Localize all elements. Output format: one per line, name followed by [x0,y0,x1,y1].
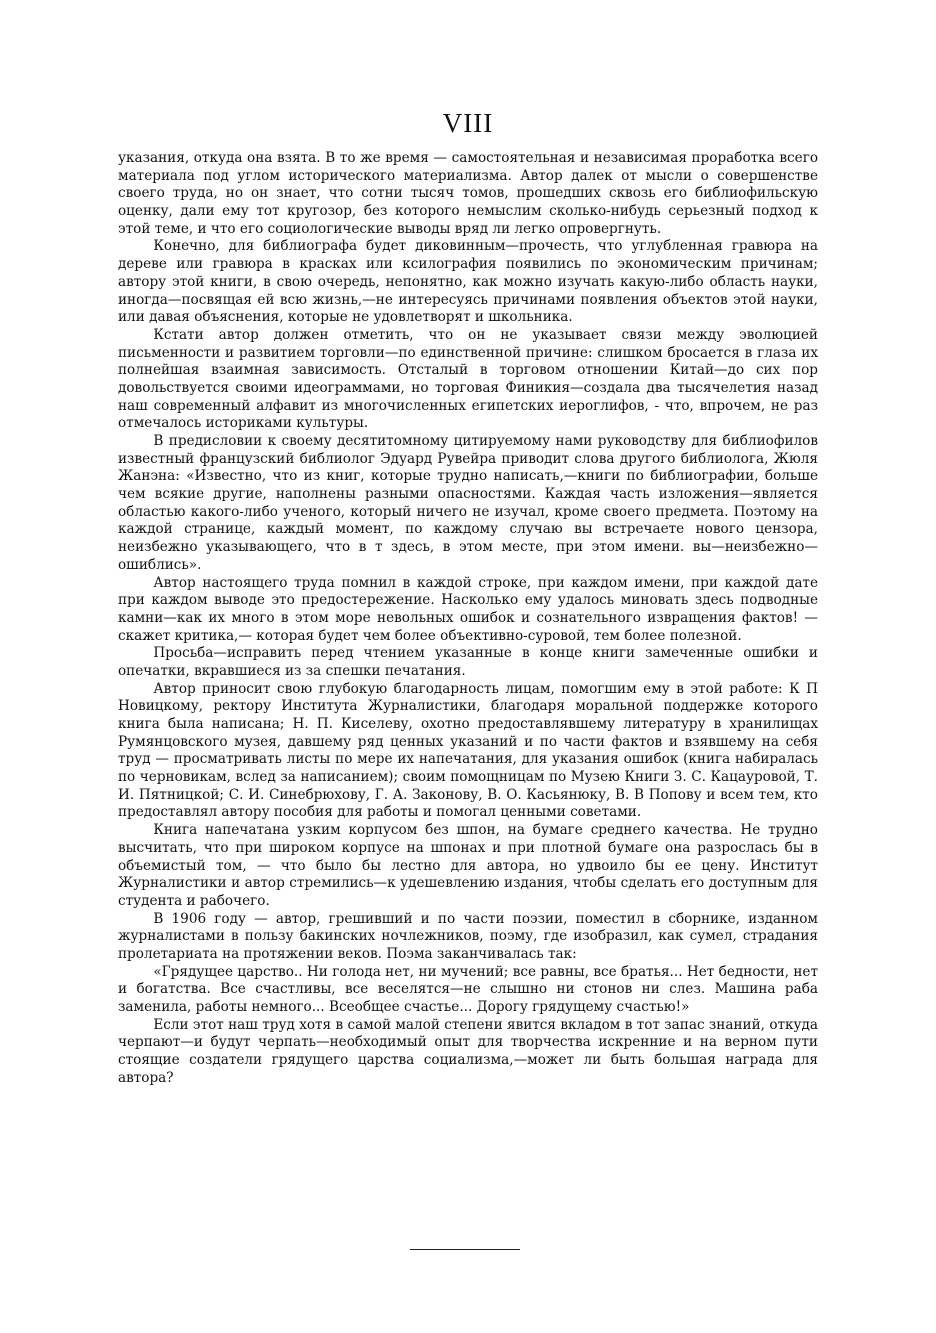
paragraph-writing-trade: Кстати автор должен отметить, что он не указывает связи между эволюцией письменности и развитием торговли—по единственной причине: слишком бросается в глаза их полнейшая взаимная зависимость. Отсталый в торговом отношении Китай—до сих пор довольствуется своими идеограммами, но торговая Финикия—создала два тысячелетия назад наш современный алфавит из многочисленных египетских иероглифов, - что, впрочем, не раз отмечалось историками культуры. [118,326,818,432]
body-text [118,150,818,1087]
closing-rule [410,1249,520,1250]
paragraph-errata-request: Просьба—исправить перед чтением указанные в конце книги замеченные ошибки и опечатки, вкравшиеся из за спешки печатания. [118,645,818,679]
paragraph-poem-intro: В 1906 году — автор, грешивший и по части поэзии, поместил в сборнике, изданном журналистами в пользу бакинских ночлежников, поэму, где изобразил, как сумел, страдания пролетариата на протяжении веков. Поэма заканчивалась так: [118,910,818,962]
page-number: VIII [442,108,494,138]
paragraph-continuation: указания, откуда она взята. В то же время — самостоятельная и независимая проработка всего материала под углом исторического материализма. Автор далек от мысли о совершенстве своего труда, но он знает, что сотни тысяч томов, прошедших сквозь его библиофильскую оценку, дали ему тот кругозор, без которого немыслим сколько-нибудь серьезный подход к этой теме, и что его социологические выводы вряд ли легко опровергнуть. [118,150,818,237]
paragraph-bibliographer: Конечно, для библиографа будет диковинным—прочесть, что углубленная гравюра на дереве или гравюра в красках или ксилография появились по экономическим причинам; автору этой книги, в свою очередь, непонятно, как можно изучать какую-либо область науки, иногда—посвящая ей всю жизнь,—не интересуясь причинами появления объектов этой науки, или давая объяснения, которые не удовлетворят и школьника. [118,238,818,326]
paragraph-preface-quote: В предисловии к своему десятитомному цитируемому нами руководству для библиофилов известный французский библиолог Эдуард Рувейра приводит слова другого библиолога, Жюля Жанэна: «Известно, что из книг, которые трудно написать,—книги по библиографии, больше чем всякие другие, наполнены разными опасностями. Каждая часть изложения—является областью какого-либо ученого, который ничего не изучал, кроме своего предмета. Поэтому на каждой странице, каждый момент, по каждому случаю вы встречаете нового цензора, неизбежно указывающего, что в т здесь, в этом месте, при этом имени. вы—неизбежно—ошиблись». [118,433,818,573]
paragraph-printing-note: Книга напечатана узким корпусом без шпон, на бумаге среднего качества. Не трудно высчитать, что при широком корпусе на шпонах и при плотной бумаге она разрослась бы в объемистый том, — что было бы лестно для автора, но удвоило бы ее цену. Институт Журналистики и автор стремились—к удешевлению издания, чтобы сделать его доступным для студента и рабочего. [118,822,818,909]
paragraph-closing: Если этот наш труд хотя в самой малой степени явится вкладом в тот запас знаний, откуда черпают—и будут черпать—необходимый опыт для творчества искренние и на верном пути стоящие создатели грядущего царства социализма,—может ли быть большая награда для автора? [118,1016,818,1086]
paragraph-acknowledgements: Автор приносит свою глубокую благодарность лицам, помогшим ему в этой работе: К П Новицкому, ректору Института Журналистики, благодаря моральной поддержке которого книга была написана; Н. П. Киселеву, охотно предоставлявшему литературу в хранилищах Румянцовского музея, давшему ряд ценных указаний и по части фактов и взявшему на себя труд — просматривать листы по мере их напечатания, для указания ошибок (книга набиралась по черновикам, вслед за написанием); своим помощницам по Музею Книги З. С. Кацауровой, Т. И. Пятницкой; С. И. Синебрюхову, Г. А. Законову, В. О. Касьянюку, В. В Попову и всем тем, кто предоставлял автору пособия для работы и помогал ценными советами. [118,680,818,821]
paragraph-poem-quote: «Грядущее царство.. Ни голода нет, ни мучений; все равны, все братья... Нет бедности, нет и богатства. Все счастливы, все веселятся—не слышно ни стонов ни слез. Машина раба заменила, работы немного... Всеобщее счастье... Дорогу грядущему счастью!» [118,963,818,1015]
paragraph-warning: Автор настоящего труда помнил в каждой строке, при каждом имени, при каждой дате при каждом выводе это предостережение. Насколько ему удалось миновать здесь подводные камни—как их много в этом море невольных ошибок и сознательного извращения фактов! — скажет критика,— которая будет чем более объективно-суровой, тем более полезной. [118,574,818,644]
